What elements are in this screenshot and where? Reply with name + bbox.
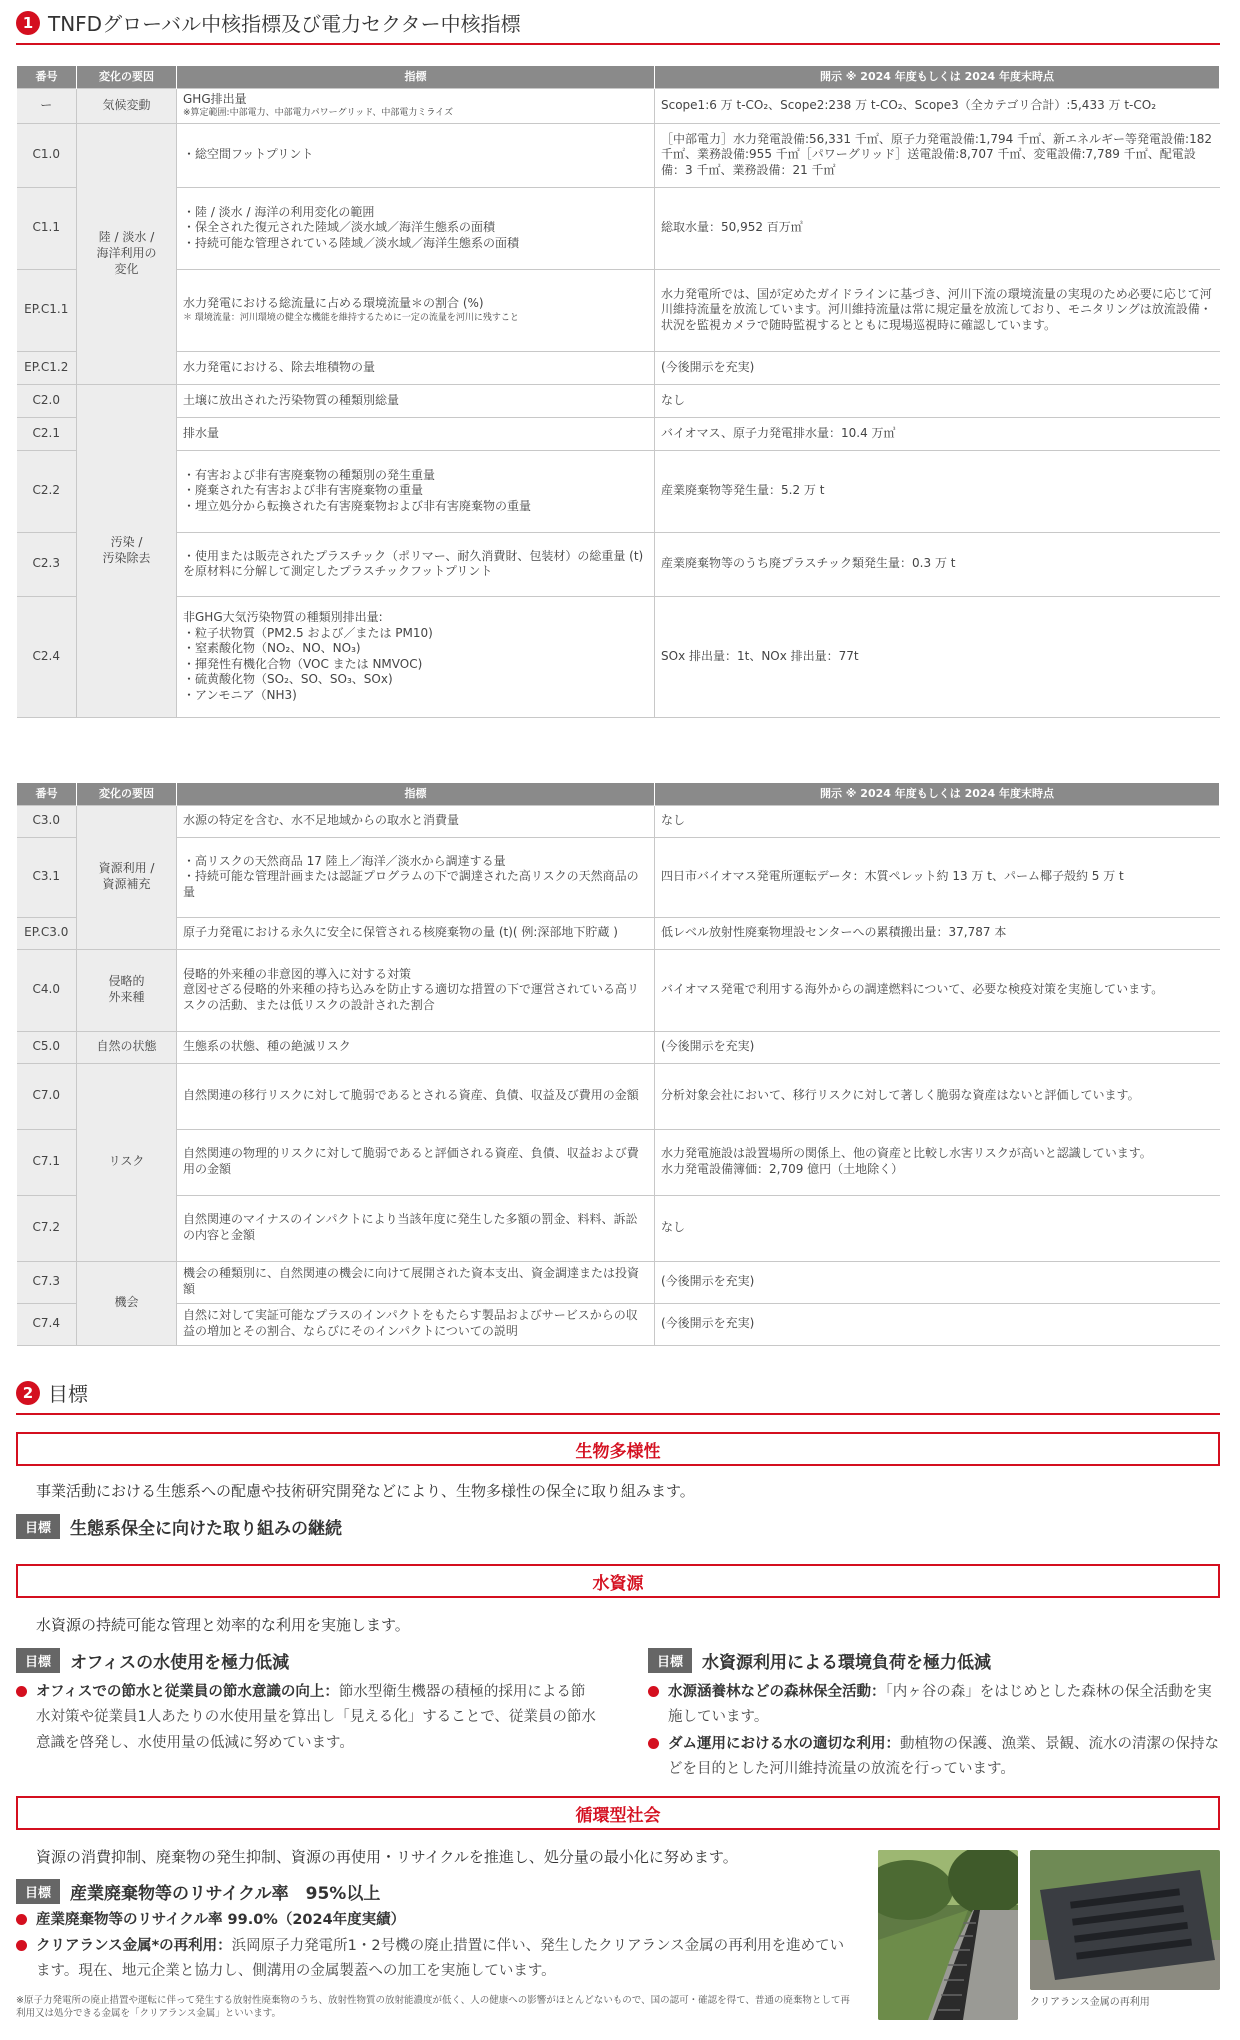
bullet-text: 「内ヶ谷の森」をはじめとした森林の保全活動を実施しています。 [668,1684,1212,1726]
row-factor: 汚染 / 汚染除去 [77,384,177,717]
table-row [17,1129,1220,1195]
row-disclosure: 分析対象会社において、移行リスクに対して著しく脆弱な資産はないと評価しています。 [655,1063,1220,1129]
row-disclosure: 総取水量：50,952 百万㎥ [655,187,1220,269]
bullet-text: 動植物の保護、漁業、景観、流水の清潔の保持などを目的とした河川維持流量の放流を行っています。 [668,1736,1219,1778]
footnote: ※原子力発電所の廃止措置や運転に伴って発生する放射性廃棄物のうち、放射性物質の放射能濃度が低く、人の健康への影響がほとんどないもので、国の認可・確認を得て、普通の廃棄物として再利用又は処分できる金属を「クリアランス金属」といいます。 [16,1995,850,2020]
row-factor: 資源利用 / 資源補充 [77,805,177,949]
row-indicator: ・使用または販売されたプラスチック（ポリマー、耐久消費財、包装材）の総重量 (t) を原材料に分解して測定したプラスチックフットプリント [177,532,655,596]
banner-circular: 循環型社会 [16,1796,1220,1830]
row-code: C2.3 [17,532,77,596]
table-row [17,805,1220,837]
row-disclosure: 四日市バイオマス発電所運転データ：木質ペレット約 13 万 t、パーム椰子殻約 5 万 t [655,837,1220,917]
circular-bullet-1 [16,1908,856,1933]
col-header-disclosure: 開示 ※ 2024 年度もしくは 2024 年度末時点 [655,783,1220,805]
photo-closeup-image [1030,1850,1220,1990]
col-header-indicator: 指標 [177,66,655,88]
water-right-bullet-2 [648,1732,1220,1783]
bullet-dot [16,1914,27,1925]
row-indicator: 侵略的外来種の非意図的導入に対する対策 意図せざる侵略的外来種の持ち込みを防止する適切な措置の下で運営されている高リスクの活動、または低リスクの設計された割合 [177,949,655,1031]
row-code: C7.2 [17,1195,77,1261]
table-header-row [17,783,1220,805]
biodiversity-text: 事業活動における生態系への配慮や技術研究開発などにより、生物多様性の保全に取り組みます。 [36,1482,695,1500]
goal-tag: 目標 [16,1648,60,1673]
goal-text: 水資源利用による環境負荷を極力低減 [702,1653,992,1673]
row-disclosure: (今後開示を充実) [655,1031,1220,1063]
row-indicator: 自然関連のマイナスのインパクトにより当該年度に発生した多額の罰金、料料、訴訟の内容と金額 [177,1195,655,1261]
table-row [17,123,1220,187]
row-disclosure: 産業廃棄物等のうち廃プラスチック類発生量：0.3 万 t [655,532,1220,596]
col-header-factor: 変化の要因 [77,66,177,88]
row-factor: 陸 / 淡水 / 海洋利用の 変化 [77,123,177,384]
bullet-dot [648,1738,659,1749]
row-indicator [177,88,655,123]
table-row [17,269,1220,351]
row-factor: 気候変動 [77,88,177,123]
row-indicator: 土壌に放出された汚染物質の種類別総量 [177,384,655,417]
circular-bullet-2 [16,1934,856,1985]
tnfd-table-1 [16,66,1220,718]
row-disclosure: バイオマス発電で利用する海外からの調達燃料について、必要な検疫対策を実施しています。 [655,949,1220,1031]
row-code: C1.1 [17,187,77,269]
table-row [17,187,1220,269]
bullet-lead: オフィスでの節水と従業員の節水意識の向上： [36,1684,339,1700]
row-disclosure: (今後開示を充実) [655,1261,1220,1303]
goal-text: 産業廃棄物等のリサイクル率 95%以上 [70,1884,381,1904]
bullet-dot [16,1686,27,1697]
row-factor: 機会 [77,1261,177,1345]
table-row [17,917,1220,949]
row-code: EP.C1.1 [17,269,77,351]
section-number: 2 [16,1381,40,1405]
section-header-goals [16,1378,1220,1415]
bullet-lead: 水源涵養林などの森林保全活動： [668,1684,886,1700]
row-code: C2.2 [17,450,77,532]
row-indicator: 自然関連の移行リスクに対して脆弱であるとされる資産、負債、収益及び費用の金額 [177,1063,655,1129]
row-indicator: 機会の種類別に、自然関連の機会に向けて展開された資本支出、資金調達または投資額 [177,1261,655,1303]
col-header-code: 番号 [17,783,77,805]
row-indicator: ・有害および非有害廃棄物の種類別の発生重量 ・廃棄された有害および非有害廃棄物の重量 ・埋立処分から転換された有害廃棄物および非有害廃棄物の重量 [177,450,655,532]
row-code: C5.0 [17,1031,77,1063]
section-number: 1 [16,11,40,35]
row-factor: リスク [77,1063,177,1261]
table-row [17,88,1220,123]
col-header-code: 番号 [17,66,77,88]
row-indicator: 自然関連の物理的リスクに対して脆弱であると評価される資産、負債、収益および費用の金額 [177,1129,655,1195]
photo-gutter-cover-street [878,1850,1018,2020]
row-indicator: 自然に対して実証可能なプラスのインパクトをもたらす製品およびサービスからの収益の増加とその割合、ならびにそのインパクトについての説明 [177,1303,655,1345]
row-code: C7.1 [17,1129,77,1195]
indicator-note: ※算定範囲:中部電力、中部電力パワーグリッド、中部電力ミライズ [183,108,454,119]
water-right-bullet-1 [648,1680,1220,1731]
photo-caption: クリアランス金属の再利用 [1030,1997,1150,2008]
section-title: 目標 [48,1382,88,1406]
goal-text: オフィスの水使用を極力低減 [70,1653,290,1673]
row-code: C3.1 [17,837,77,917]
tnfd-table-2 [16,783,1220,1346]
table-row [17,837,1220,917]
bullet-text: 節水型衛生機器の積極的採用による節水対策や従業員1人あたりの水使用量を算出し「見える化」することで、従業員の節水意識を啓発し、水使用量の低減に努めています。 [36,1684,596,1751]
row-indicator: ・総空間フットプリント [177,123,655,187]
row-code: C4.0 [17,949,77,1031]
bullet-lead: ダム運用における水の適切な利用： [668,1736,900,1752]
row-indicator: ・陸 / 淡水 / 海洋の利用変化の範囲 ・保全された復元された陸域／淡水域／海洋生態系の面積 ・持続可能な管理されている陸域／淡水域／海洋生態系の面積 [177,187,655,269]
table-row [17,1031,1220,1063]
table-row [17,351,1220,384]
goal-tag: 目標 [16,1879,60,1904]
row-indicator: 水源の特定を含む、水不足地域からの取水と消費量 [177,805,655,837]
row-indicator: 水力発電における、除去堆積物の量 [177,351,655,384]
row-disclosure: ［中部電力］水力発電設備:56,331 千㎡、原子力発電設備:1,794 千㎡、新エネルギー等発電設備:182 千㎡、業務設備:955 千㎡［パワーグリッド］送電設備:8,707 千㎡、変電設備:7,789 千㎡、配電設備：3 千㎡、業務設備：21 千㎡ [655,123,1220,187]
row-code: ー [17,88,77,123]
table-row [17,1195,1220,1261]
row-code: C7.3 [17,1261,77,1303]
indicator-text: 水力発電における総流量に占める環境流量＊の割合 (%) [183,296,484,311]
circular-goal [16,1879,380,1904]
table-row [17,450,1220,532]
row-code: C7.0 [17,1063,77,1129]
section-header-tnfd [16,8,1220,45]
row-disclosure: なし [655,1195,1220,1261]
bullet-dot [648,1686,659,1697]
row-factor: 自然の状態 [77,1031,177,1063]
table-row [17,417,1220,450]
row-code: C2.0 [17,384,77,417]
table-row [17,384,1220,417]
row-disclosure: 水力発電施設は設置場所の関係上、他の資産と比較し水害リスクが高いと認識しています。 水力発電設備簿価：2,709 億円（土地除く） [655,1129,1220,1195]
col-header-indicator: 指標 [177,783,655,805]
table-row [17,1063,1220,1129]
row-indicator: 排水量 [177,417,655,450]
table-row [17,1303,1220,1345]
row-disclosure: バイオマス、原子力発電排水量：10.4 万㎥ [655,417,1220,450]
biodiversity-goal [16,1514,342,1539]
bullet-text: 浜岡原子力発電所1・2号機の廃止措置に伴い、発生したクリアランス金属の再利用を進めています。現在、地元企業と協力し、側溝用の金属製蓋への加工を実施しています。 [36,1938,845,1980]
indicator-note: ＊ 環境流量：河川環境の健全な機能を維持するために一定の流量を河川に残すこと [183,312,519,323]
row-indicator: 原子力発電における永久に安全に保管される核廃棄物の量 (t)( 例:深部地下貯蔵 ) [177,917,655,949]
banner-water: 水資源 [16,1564,1220,1598]
row-code: EP.C3.0 [17,917,77,949]
water-goal-right [648,1648,991,1673]
row-code: C7.4 [17,1303,77,1345]
row-disclosure: 低レベル放射性廃棄物埋設センターへの累積搬出量：37,787 本 [655,917,1220,949]
row-disclosure: なし [655,805,1220,837]
row-disclosure: 産業廃棄物等発生量：5.2 万 t [655,450,1220,532]
table-header-row [17,66,1220,88]
water-text: 水資源の持続可能な管理と効率的な利用を実施します。 [36,1616,410,1634]
row-indicator: 非GHG大気汚染物質の種類別排出量: ・粒子状物質（PM2.5 および／または PM10) ・窒素酸化物（NO₂、NO、NO₃) ・揮発性有機化合物（VOC または NMVOC) ・硫黄酸化物（SO₂、SO、SO₃、SOx) ・アンモニア（NH3) [177,596,655,717]
circular-text: 資源の消費抑制、廃棄物の発生抑制、資源の再使用・リサイクルを推進し、処分量の最小化に努めます。 [36,1848,738,1866]
photo-street-image [878,1850,1018,2020]
goal-tag: 目標 [16,1514,60,1539]
goal-text: 生態系保全に向けた取り組みの継続 [70,1519,343,1539]
row-disclosure: SOx 排出量：1t、NOx 排出量：77t [655,596,1220,717]
row-code: C2.1 [17,417,77,450]
bullet-lead: 産業廃棄物等のリサイクル率 99.0%（2024年度実績） [36,1912,406,1928]
table-row [17,532,1220,596]
row-code: C1.0 [17,123,77,187]
row-indicator: ・高リスクの天然商品 17 陸上／海洋／淡水から調達する量 ・持続可能な管理計画または認証プログラムの下で調達された高リスクの天然商品の量 [177,837,655,917]
bullet-lead: クリアランス金属*の再利用： [36,1938,232,1954]
table-row [17,596,1220,717]
water-goal-left [16,1648,289,1673]
row-disclosure: (今後開示を充実) [655,1303,1220,1345]
row-disclosure: Scope1:6 万 t-CO₂、Scope2:238 万 t-CO₂、Scope3（全カテゴリ合計）:5,433 万 t-CO₂ [655,88,1220,123]
section-title: TNFDグローバル中核指標及び電力セクター中核指標 [48,12,521,36]
row-indicator [177,269,655,351]
goal-tag: 目標 [648,1648,692,1673]
col-header-disclosure: 開示 ※ 2024 年度もしくは 2024 年度末時点 [655,66,1220,88]
table-row [17,1261,1220,1303]
indicator-text: GHG排出量 [183,91,247,106]
banner-biodiversity: 生物多様性 [16,1432,1220,1466]
row-disclosure: (今後開示を充実) [655,351,1220,384]
row-code: EP.C1.2 [17,351,77,384]
row-indicator: 生態系の状態、種の絶滅リスク [177,1031,655,1063]
row-disclosure: 水力発電所では、国が定めたガイドラインに基づき、河川下流の環境流量の実現のため必要に応じて河川維持流量を放流しています。河川維持流量は常に規定量を放流しており、モニタリングは放流設備・状況を監視カメラで随時監視するとともに現場巡視時に確認しています。 [655,269,1220,351]
photo-gutter-cover-closeup [1030,1850,1220,1990]
bullet-dot [16,1940,27,1951]
row-disclosure: なし [655,384,1220,417]
table-row [17,949,1220,1031]
row-code: C2.4 [17,596,77,717]
col-header-factor: 変化の要因 [77,783,177,805]
row-code: C3.0 [17,805,77,837]
row-factor: 侵略的 外来種 [77,949,177,1031]
water-left-bullet [16,1680,596,1756]
